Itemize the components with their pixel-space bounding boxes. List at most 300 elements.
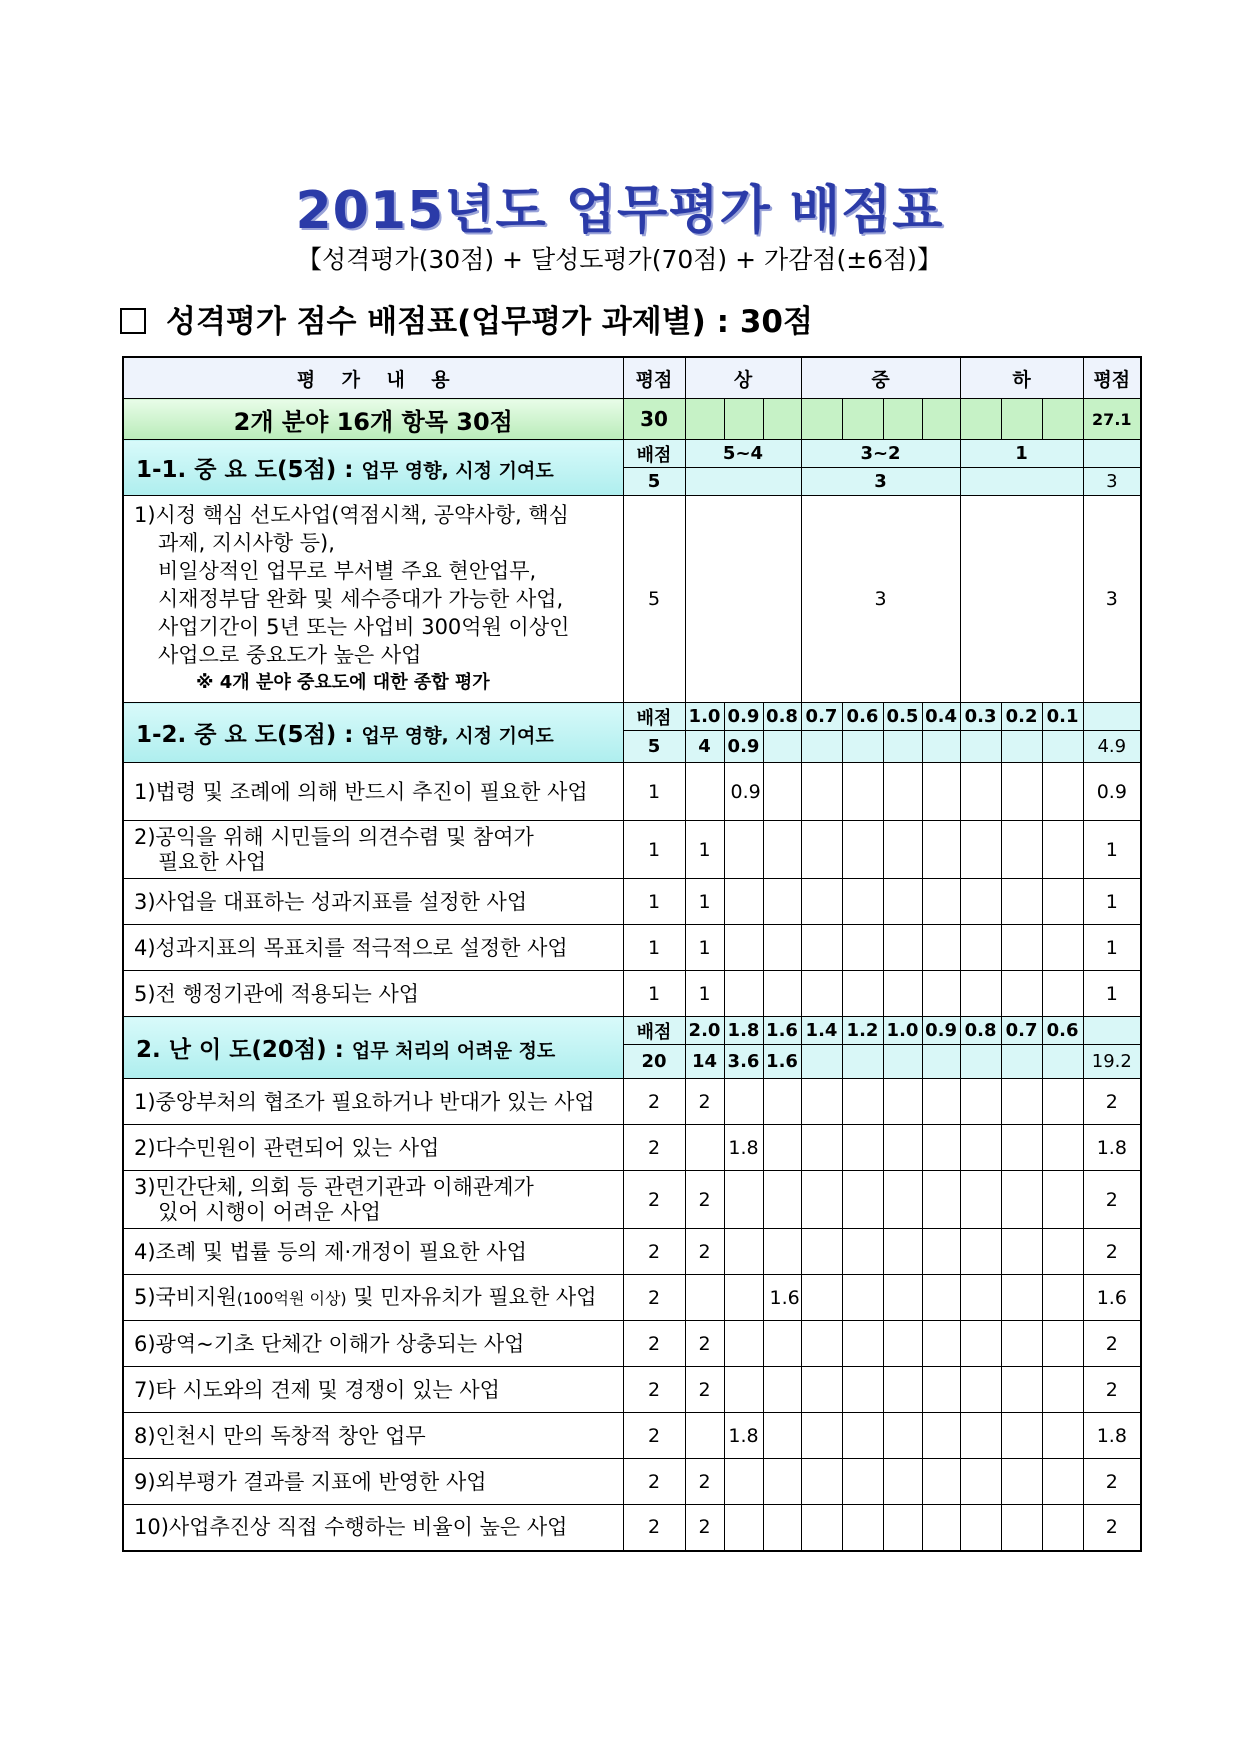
- table-cell: 1: [685, 821, 724, 879]
- item-final: 3: [1083, 496, 1141, 703]
- header-score: 평점: [623, 357, 685, 399]
- table-cell: [724, 1459, 763, 1505]
- category-final: 4.9: [1083, 731, 1141, 763]
- empty-cell: [960, 1367, 1001, 1413]
- empty-cell: [842, 1321, 883, 1367]
- table-cell: 2: [1083, 1459, 1141, 1505]
- empty-cell: [1001, 879, 1042, 925]
- table-cell: 1.6: [763, 1045, 801, 1079]
- table-cell: 0.8: [763, 703, 801, 731]
- table-cell: 0.4: [922, 703, 960, 731]
- empty-cell: [801, 971, 842, 1017]
- empty-cell: [801, 731, 842, 763]
- table-cell: 2: [685, 1079, 724, 1125]
- empty-cell: [842, 1079, 883, 1125]
- empty-cell: [960, 1413, 1001, 1459]
- empty-cell: [842, 879, 883, 925]
- table-cell: 2: [685, 1505, 724, 1551]
- section-heading: [120, 296, 813, 341]
- header-high: 상: [685, 357, 801, 399]
- table-cell: 2: [623, 1171, 685, 1229]
- header-row: [123, 357, 1141, 399]
- table-cell: 1: [685, 879, 724, 925]
- table-cell: [724, 879, 763, 925]
- empty-cell: [801, 1171, 842, 1229]
- empty-cell: [883, 1413, 922, 1459]
- empty-cell: [883, 971, 922, 1017]
- empty-cell: [1042, 971, 1083, 1017]
- table-cell: 1: [623, 925, 685, 971]
- table-cell: 1: [685, 971, 724, 1017]
- table-cell: 0.6: [1042, 1017, 1083, 1045]
- empty-cell: [922, 1171, 960, 1229]
- empty-cell: [1042, 1171, 1083, 1229]
- empty-cell: [842, 399, 883, 440]
- table-cell: [763, 1367, 801, 1413]
- empty-cell: [960, 1079, 1001, 1125]
- item-mid: 3: [801, 496, 960, 703]
- table-cell: 0.9: [1083, 763, 1141, 821]
- empty-cell: [1042, 1321, 1083, 1367]
- table-cell: 1.6: [763, 1275, 801, 1321]
- table-cell: [685, 763, 724, 821]
- empty-cell: [1001, 925, 1042, 971]
- table-cell: [763, 1171, 801, 1229]
- table-cell: 2: [623, 1125, 685, 1171]
- page-title: 2015년도 업무평가 배점표: [295, 181, 944, 241]
- empty-cell: [883, 925, 922, 971]
- empty-cell: [960, 763, 1001, 821]
- table-cell: 2: [685, 1171, 724, 1229]
- empty-cell: [801, 1229, 842, 1275]
- total-final: 27.1: [1083, 399, 1141, 440]
- table-cell: 2: [685, 1229, 724, 1275]
- category-label: 2. 난 이 도(20점) : 업무 처리의 어려운 정도: [123, 1017, 623, 1079]
- empty-cell: [922, 1079, 960, 1125]
- table-row: [123, 496, 1141, 703]
- empty-cell: [960, 1045, 1001, 1079]
- empty-cell: [1001, 399, 1042, 440]
- table-cell: 3.6: [724, 1045, 763, 1079]
- table-cell: 0.9: [922, 1017, 960, 1045]
- table-cell: 1: [685, 925, 724, 971]
- empty-cell: [801, 763, 842, 821]
- table-cell: 0.1: [1042, 703, 1083, 731]
- empty-cell: [883, 879, 922, 925]
- empty-cell: [685, 399, 724, 440]
- table-row: [123, 821, 1141, 879]
- empty-cell: [1001, 1413, 1042, 1459]
- empty-cell: [1001, 763, 1042, 821]
- empty-cell: [922, 731, 960, 763]
- empty-cell: [1042, 1459, 1083, 1505]
- item-label: 3)민간단체, 의회 등 관련기관과 이해관계가 있어 시행이 어려운 사업: [123, 1171, 623, 1229]
- empty-cell: [1042, 1505, 1083, 1551]
- empty-cell: [842, 1459, 883, 1505]
- table-cell: 1.8: [724, 1017, 763, 1045]
- table-cell: 0.2: [1001, 703, 1042, 731]
- empty-cell: [763, 399, 801, 440]
- empty-cell: [801, 1459, 842, 1505]
- empty-cell: [842, 731, 883, 763]
- empty-cell: [883, 763, 922, 821]
- table-cell: 1.8: [1083, 1125, 1141, 1171]
- table-cell: [763, 1413, 801, 1459]
- item-label: 10)사업추진상 직접 수행하는 비율이 높은 사업: [123, 1505, 623, 1551]
- empty-cell: [1001, 731, 1042, 763]
- empty-cell: [883, 1459, 922, 1505]
- table-cell: 1: [623, 763, 685, 821]
- table-row: [123, 1079, 1141, 1125]
- table-cell: 2: [623, 1321, 685, 1367]
- empty-cell: [763, 821, 801, 879]
- empty-cell: [1001, 1229, 1042, 1275]
- table-row: [123, 925, 1141, 971]
- item-label: 2)공익을 위해 시민들의 의견수렴 및 참여가 필요한 사업: [123, 821, 623, 879]
- allot-label: 배점: [623, 1017, 685, 1045]
- table-row: [123, 1413, 1141, 1459]
- item-label: 9)외부평가 결과를 지표에 반영한 사업: [123, 1459, 623, 1505]
- score-table: [122, 356, 1142, 1552]
- table-row: [123, 1125, 1141, 1171]
- table-row: [123, 763, 1141, 821]
- section-heading-text: 성격평가 점수 배점표(업무평가 과제별) : 30점: [166, 304, 813, 340]
- table-cell: 2: [623, 1505, 685, 1551]
- table-cell: 2: [623, 1367, 685, 1413]
- empty-cell: [724, 399, 763, 440]
- empty-cell: [960, 1505, 1001, 1551]
- empty-cell: [960, 821, 1001, 879]
- empty-cell: [922, 1229, 960, 1275]
- category-row: [123, 703, 1141, 731]
- empty-cell: [1042, 925, 1083, 971]
- table-cell: [724, 1275, 763, 1321]
- table-cell: 0.9: [724, 731, 763, 763]
- empty-cell: [922, 925, 960, 971]
- empty-cell: [1001, 1275, 1042, 1321]
- empty-cell: [1001, 1459, 1042, 1505]
- table-cell: 2.0: [685, 1017, 724, 1045]
- table-row: [123, 1459, 1141, 1505]
- table-cell: [763, 1459, 801, 1505]
- table-cell: [724, 925, 763, 971]
- table-cell: 0.7: [1001, 1017, 1042, 1045]
- empty-cell: [883, 1321, 922, 1367]
- empty-cell: [763, 925, 801, 971]
- empty-cell: [960, 468, 1083, 496]
- page-subtitle: 【성격평가(30점) + 달성도평가(70점) + 가감점(±6점)】: [297, 245, 942, 274]
- range-mid: 3~2: [801, 440, 960, 468]
- range-high: 5~4: [685, 440, 801, 468]
- table-cell: 0.7: [801, 703, 842, 731]
- item-label: 8)인천시 만의 독창적 창안 업무: [123, 1413, 623, 1459]
- empty-cell: [801, 1367, 842, 1413]
- empty-cell: [960, 1321, 1001, 1367]
- empty-cell: [1042, 1079, 1083, 1125]
- table-cell: [763, 1079, 801, 1125]
- table-cell: [685, 1125, 724, 1171]
- empty-cell: [883, 821, 922, 879]
- category-final: 3: [1083, 468, 1141, 496]
- table-row: [123, 1321, 1141, 1367]
- range-low: 1: [960, 440, 1083, 468]
- empty-cell: [960, 1125, 1001, 1171]
- empty-cell: [685, 496, 801, 703]
- empty-cell: [883, 1125, 922, 1171]
- table-cell: 1: [623, 971, 685, 1017]
- table-cell: 2: [1083, 1171, 1141, 1229]
- table-cell: 2: [685, 1321, 724, 1367]
- empty-cell: [883, 1171, 922, 1229]
- empty-cell: [883, 731, 922, 763]
- empty-cell: [922, 971, 960, 1017]
- table-cell: [685, 1275, 724, 1321]
- empty-cell: [1001, 971, 1042, 1017]
- empty-cell: [685, 468, 801, 496]
- table-cell: 0.3: [960, 703, 1001, 731]
- table-cell: 0.6: [842, 703, 883, 731]
- empty-cell: [842, 925, 883, 971]
- empty-cell: [922, 1045, 960, 1079]
- item-label: 1)법령 및 조례에 의해 반드시 추진이 필요한 사업: [123, 763, 623, 821]
- table-cell: 1: [623, 879, 685, 925]
- header-mid: 중: [801, 357, 960, 399]
- empty-cell: [801, 399, 842, 440]
- empty-cell: [883, 1275, 922, 1321]
- empty-cell: [801, 879, 842, 925]
- table-cell: 0.9: [724, 763, 763, 821]
- empty-cell: [960, 731, 1001, 763]
- table-cell: 1: [1083, 821, 1141, 879]
- empty-cell: [1042, 1045, 1083, 1079]
- empty-cell: [922, 1505, 960, 1551]
- header-low: 하: [960, 357, 1083, 399]
- empty-cell: [801, 1079, 842, 1125]
- empty-cell: [801, 821, 842, 879]
- empty-cell: [1083, 703, 1141, 731]
- empty-cell: [763, 731, 801, 763]
- empty-cell: [922, 1275, 960, 1321]
- table-row: [123, 971, 1141, 1017]
- category-score: 5: [623, 468, 685, 496]
- empty-cell: [1001, 1045, 1042, 1079]
- category-final: 19.2: [1083, 1045, 1141, 1079]
- empty-cell: [1001, 1367, 1042, 1413]
- allot-label: 배점: [623, 440, 685, 468]
- table-cell: [724, 821, 763, 879]
- item-label: 4)성과지표의 목표치를 적극적으로 설정한 사업: [123, 925, 623, 971]
- total-row: [123, 399, 1141, 440]
- table-cell: 14: [685, 1045, 724, 1079]
- empty-cell: [842, 1125, 883, 1171]
- table-cell: 1.6: [1083, 1275, 1141, 1321]
- empty-cell: [801, 1505, 842, 1551]
- header-content: 평 가 내 용: [123, 357, 623, 399]
- empty-cell: [801, 1321, 842, 1367]
- table-cell: 1.2: [842, 1017, 883, 1045]
- empty-cell: [960, 1275, 1001, 1321]
- table-row: [123, 1505, 1141, 1551]
- table-cell: 4: [685, 731, 724, 763]
- item-label: 1)중앙부처의 협조가 필요하거나 반대가 있는 사업: [123, 1079, 623, 1125]
- empty-cell: [1001, 1505, 1042, 1551]
- empty-cell: [801, 1045, 842, 1079]
- empty-cell: [960, 879, 1001, 925]
- empty-cell: [842, 1045, 883, 1079]
- table-cell: 1.8: [724, 1413, 763, 1459]
- item-label: 5)국비지원(100억원 이상) 및 민자유치가 필요한 사업: [123, 1275, 623, 1321]
- category-label: 1-2. 중 요 도(5점) : 업무 영향, 시정 기여도: [123, 703, 623, 763]
- table-cell: [763, 1321, 801, 1367]
- table-row: [123, 879, 1141, 925]
- empty-cell: [883, 1505, 922, 1551]
- table-cell: [724, 1229, 763, 1275]
- table-cell: 1: [1083, 879, 1141, 925]
- empty-cell: [1083, 1017, 1141, 1045]
- empty-cell: [1042, 763, 1083, 821]
- empty-cell: [960, 496, 1083, 703]
- empty-cell: [1001, 1171, 1042, 1229]
- table-cell: 1: [623, 821, 685, 879]
- category-mid-score: 3: [801, 468, 960, 496]
- empty-cell: [922, 879, 960, 925]
- empty-cell: [922, 821, 960, 879]
- table-cell: 2: [1083, 1321, 1141, 1367]
- empty-cell: [842, 971, 883, 1017]
- empty-cell: [1001, 1321, 1042, 1367]
- allot-label: 배점: [623, 703, 685, 731]
- item-label: 6)광역~기초 단체간 이해가 상충되는 사업: [123, 1321, 623, 1367]
- empty-cell: [960, 1229, 1001, 1275]
- checkbox-icon: [120, 308, 146, 334]
- table-cell: 2: [623, 1413, 685, 1459]
- table-row: [123, 1171, 1141, 1229]
- item-score: 5: [623, 496, 685, 703]
- empty-cell: [842, 1171, 883, 1229]
- empty-cell: [1083, 440, 1141, 468]
- table-cell: 1.4: [801, 1017, 842, 1045]
- empty-cell: [1042, 1275, 1083, 1321]
- table-cell: [724, 1171, 763, 1229]
- table-cell: 1: [1083, 971, 1141, 1017]
- table-cell: 2: [685, 1459, 724, 1505]
- empty-cell: [922, 1413, 960, 1459]
- empty-cell: [842, 821, 883, 879]
- table-cell: 1.8: [1083, 1413, 1141, 1459]
- empty-cell: [883, 1045, 922, 1079]
- table-row: [123, 1275, 1141, 1321]
- table-cell: 1.8: [724, 1125, 763, 1171]
- empty-cell: [960, 399, 1001, 440]
- empty-cell: [883, 1229, 922, 1275]
- table-cell: 2: [623, 1079, 685, 1125]
- category-row: [123, 440, 1141, 468]
- empty-cell: [763, 879, 801, 925]
- table-cell: [685, 1413, 724, 1459]
- empty-cell: [842, 1229, 883, 1275]
- empty-cell: [1042, 1367, 1083, 1413]
- empty-cell: [842, 1367, 883, 1413]
- total-label: 2개 분야 16개 항목 30점: [123, 399, 623, 440]
- category-label: 1-1. 중 요 도(5점) : 업무 영향, 시정 기여도: [123, 440, 623, 496]
- table-cell: 2: [1083, 1079, 1141, 1125]
- table-cell: 2: [1083, 1367, 1141, 1413]
- empty-cell: [922, 399, 960, 440]
- empty-cell: [883, 399, 922, 440]
- empty-cell: [960, 1171, 1001, 1229]
- table-cell: 2: [685, 1367, 724, 1413]
- table-cell: [763, 1505, 801, 1551]
- category-score: 5: [623, 731, 685, 763]
- item-label: 3)사업을 대표하는 성과지표를 설정한 사업: [123, 879, 623, 925]
- empty-cell: [922, 1321, 960, 1367]
- total-score: 30: [623, 399, 685, 440]
- header-final: 평점: [1083, 357, 1141, 399]
- empty-cell: [1042, 1125, 1083, 1171]
- table-cell: [763, 1125, 801, 1171]
- table-cell: 1: [1083, 925, 1141, 971]
- empty-cell: [883, 1367, 922, 1413]
- empty-cell: [842, 1275, 883, 1321]
- empty-cell: [842, 1413, 883, 1459]
- empty-cell: [763, 763, 801, 821]
- empty-cell: [842, 763, 883, 821]
- empty-cell: [801, 1125, 842, 1171]
- empty-cell: [801, 1413, 842, 1459]
- table-cell: 1.6: [763, 1017, 801, 1045]
- item-label: 7)타 시도와의 견제 및 경쟁이 있는 사업: [123, 1367, 623, 1413]
- empty-cell: [1042, 399, 1083, 440]
- table-cell: 1.0: [685, 703, 724, 731]
- table-cell: 2: [1083, 1505, 1141, 1551]
- empty-cell: [922, 1367, 960, 1413]
- empty-cell: [1042, 879, 1083, 925]
- empty-cell: [922, 1459, 960, 1505]
- table-row: [123, 1367, 1141, 1413]
- table-row: [123, 1229, 1141, 1275]
- empty-cell: [801, 1275, 842, 1321]
- empty-cell: [960, 971, 1001, 1017]
- table-cell: [724, 1505, 763, 1551]
- table-cell: 2: [1083, 1229, 1141, 1275]
- item-label: 5)전 행정기관에 적용되는 사업: [123, 971, 623, 1017]
- empty-cell: [1001, 1125, 1042, 1171]
- empty-cell: [960, 1459, 1001, 1505]
- empty-cell: [1042, 821, 1083, 879]
- empty-cell: [763, 971, 801, 1017]
- empty-cell: [842, 1505, 883, 1551]
- empty-cell: [801, 925, 842, 971]
- empty-cell: [1042, 731, 1083, 763]
- empty-cell: [1001, 1079, 1042, 1125]
- table-cell: [724, 971, 763, 1017]
- category-row: [123, 1017, 1141, 1045]
- table-cell: 0.8: [960, 1017, 1001, 1045]
- empty-cell: [922, 1125, 960, 1171]
- empty-cell: [1001, 821, 1042, 879]
- item-label: 2)다수민원이 관련되어 있는 사업: [123, 1125, 623, 1171]
- table-cell: 1.0: [883, 1017, 922, 1045]
- empty-cell: [960, 925, 1001, 971]
- table-cell: [724, 1367, 763, 1413]
- empty-cell: [1042, 1229, 1083, 1275]
- empty-cell: [922, 763, 960, 821]
- empty-cell: [883, 1079, 922, 1125]
- table-cell: [724, 1079, 763, 1125]
- table-cell: 2: [623, 1229, 685, 1275]
- table-cell: 0.5: [883, 703, 922, 731]
- empty-cell: [1042, 1413, 1083, 1459]
